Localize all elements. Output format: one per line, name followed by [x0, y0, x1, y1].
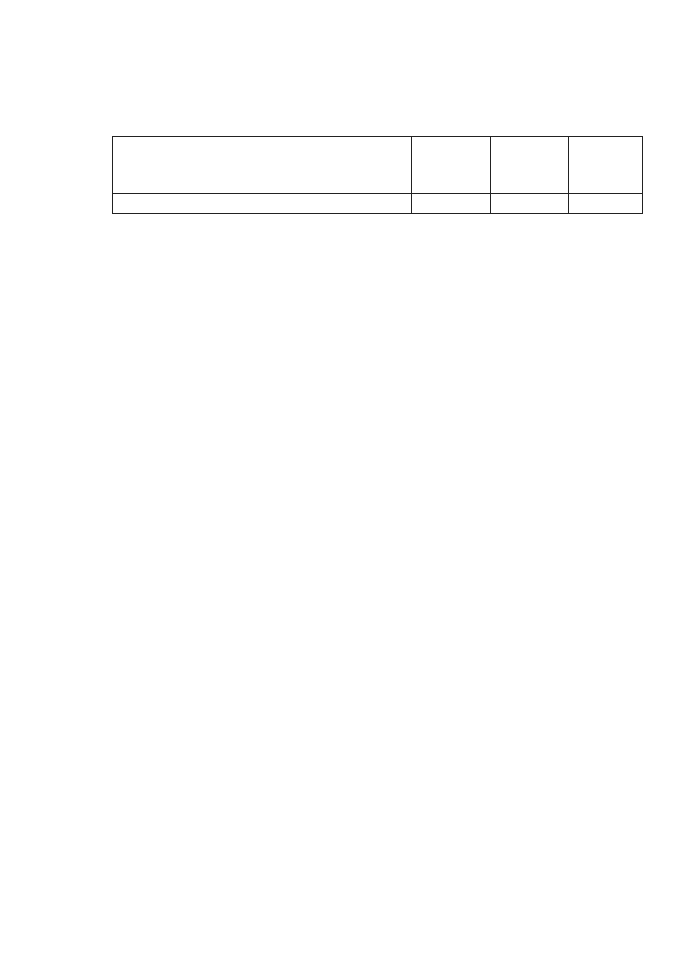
milestone-year	[491, 194, 569, 214]
table-header-row	[113, 137, 643, 194]
milestone-year	[569, 194, 643, 214]
header-period-1	[412, 137, 491, 194]
targets-table	[112, 136, 643, 214]
header-period-2	[491, 137, 569, 194]
header-period-3	[569, 137, 643, 194]
header-target-label	[113, 137, 412, 194]
milestone-label	[113, 194, 412, 214]
milestone-year	[412, 194, 491, 214]
milestone-row	[113, 194, 643, 214]
